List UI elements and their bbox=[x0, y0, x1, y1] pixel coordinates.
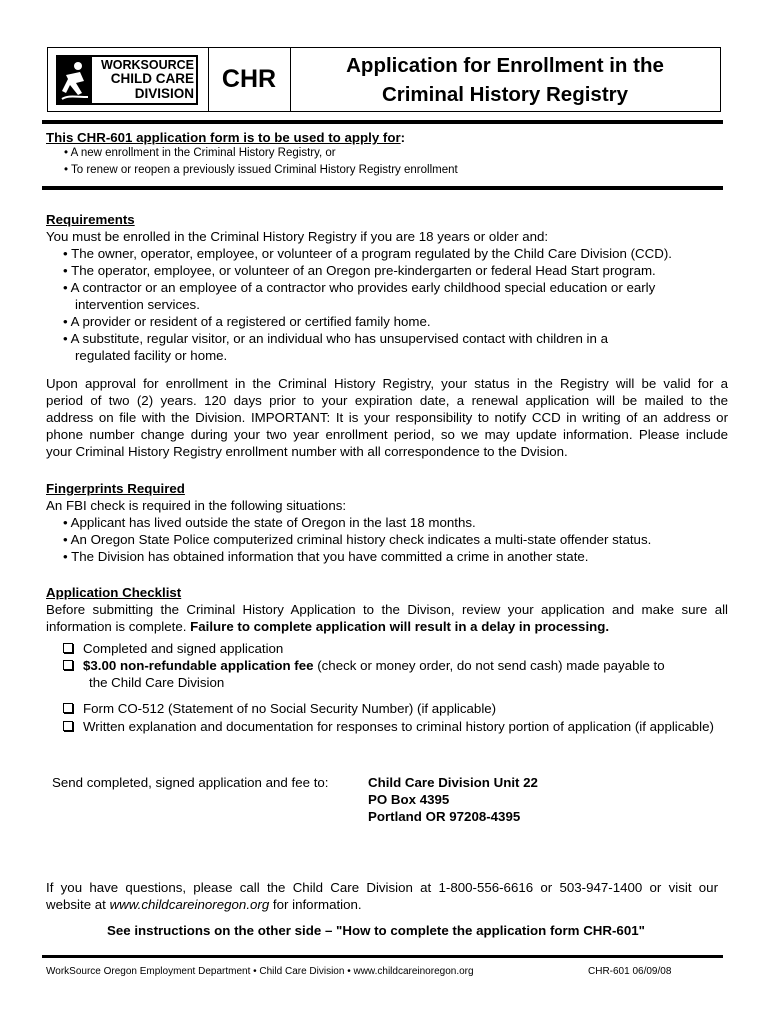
requirements-heading: Requirements bbox=[46, 212, 135, 227]
fee-text: $3.00 non-refundable application fee bbox=[83, 658, 314, 673]
checkbox-icon[interactable] bbox=[63, 721, 73, 731]
requirement-item: • The owner, operator, employee, or volunteer of a program regulated by the Child Care Division (CCD). bbox=[63, 246, 672, 261]
requirement-continuation: regulated facility or home. bbox=[75, 348, 228, 363]
registry-paragraph-line: your Criminal History Registry enrollment number with all correspondence to the Dvision. bbox=[46, 444, 568, 459]
purpose-item: • To renew or reopen a previously issued Criminal History Registry enrollment bbox=[64, 164, 458, 176]
page-title bbox=[290, 48, 720, 111]
mailing-address-line: PO Box 4395 bbox=[368, 792, 450, 807]
running-child-icon bbox=[58, 57, 92, 103]
footer-divider bbox=[42, 955, 723, 958]
registry-paragraph-line: phone number change during your two year enrollment period, so we may update information. Please include bbox=[46, 427, 728, 442]
fingerprint-text: The Division has obtained information that you have committed a crime in another state. bbox=[71, 549, 589, 564]
purpose-item-text: To renew or reopen a previously issued Criminal History Registry enrollment bbox=[71, 164, 458, 176]
questions-line bbox=[46, 896, 362, 913]
logo-line-2: CHILD CARE bbox=[110, 71, 194, 86]
footer-left: WorkSource Oregon Employment Department • Child Care Division • www.childcareinoregon.org bbox=[46, 966, 474, 977]
fee-details: (check or money order, do not send cash) made payable to bbox=[313, 658, 665, 673]
worksource-logo bbox=[56, 55, 198, 105]
title-line-2: Criminal History Registry bbox=[381, 82, 629, 106]
requirement-item: • A contractor or an employee of a contractor who provides early childhood special education or early bbox=[63, 280, 656, 295]
divider bbox=[42, 120, 723, 124]
logo-line-1: WORKSOURCE bbox=[100, 58, 194, 72]
registry-paragraph-line: address on file with the Division. IMPORTANT: It is your responsibility to notify CCD in writing of an address or bbox=[46, 410, 728, 425]
requirement-text: A provider or resident of a registered or certified family home. bbox=[70, 314, 431, 329]
requirement-item: • A provider or resident of a registered or certified family home. bbox=[63, 314, 431, 329]
purpose-heading bbox=[46, 129, 405, 146]
checklist-item-text: Completed and signed application bbox=[83, 641, 284, 656]
requirement-text: A substitute, regular visitor, or an individual who has unsupervised contact with children in a bbox=[70, 331, 608, 346]
form-header bbox=[47, 47, 721, 112]
divider bbox=[42, 186, 723, 190]
footer-form-number: CHR-601 06/09/08 bbox=[588, 966, 672, 977]
website-suffix: for information. bbox=[269, 897, 362, 912]
checklist-item bbox=[63, 718, 714, 735]
fingerprint-item: • The Division has obtained information that you have committed a crime in another state. bbox=[63, 549, 589, 564]
checklist-item bbox=[63, 640, 283, 657]
questions-line: If you have questions, please call the Child Care Division at 1-800-556-6616 or 503-947-1400 or visit our bbox=[46, 880, 718, 895]
mailing-address-line: Portland OR 97208-4395 bbox=[368, 809, 521, 824]
logo-line-3: DIVISION bbox=[134, 86, 194, 101]
fingerprint-item: • Applicant has lived outside the state of Oregon in the last 18 months. bbox=[63, 515, 476, 530]
checkbox-icon[interactable] bbox=[63, 643, 73, 653]
website-link[interactable]: www.childcareinoregon.org bbox=[109, 897, 270, 912]
requirements-intro: You must be enrolled in the Criminal History Registry if you are 18 years or older and: bbox=[46, 229, 549, 244]
checklist-intro-plain: information is complete. bbox=[46, 619, 191, 634]
checklist-item-text: Form CO-512 (Statement of no Social Security Number) (if applicable) bbox=[83, 701, 497, 716]
checklist-continuation: the Child Care Division bbox=[89, 675, 225, 690]
checklist-warning: Failure to complete application will result in a delay in processing. bbox=[190, 619, 610, 634]
title-line-1: Application for Enrollment in the bbox=[346, 53, 664, 77]
fingerprint-item: • An Oregon State Police computerized criminal history check indicates a multi-state offender status. bbox=[63, 532, 652, 547]
logo-cell bbox=[48, 48, 209, 111]
requirement-continuation: intervention services. bbox=[75, 297, 200, 312]
checklist-item bbox=[63, 700, 496, 717]
instructions-note: See instructions on the other side – "How to complete the application form CHR-601" bbox=[107, 923, 645, 938]
checklist-item-text: Written explanation and documentation for responses to criminal history portion of application (if applicable) bbox=[83, 719, 714, 734]
mailing-address-line: Child Care Division Unit 22 bbox=[368, 775, 538, 790]
checklist-intro-line bbox=[46, 618, 609, 635]
purpose-heading-text: This CHR-601 application form is to be used to apply for bbox=[46, 130, 401, 145]
mailing-label: Send completed, signed application and fee to: bbox=[52, 775, 329, 790]
fingerprint-text: Applicant has lived outside the state of Oregon in the last 18 months. bbox=[70, 515, 476, 530]
requirement-text: A contractor or an employee of a contractor who provides early childhood special education or early bbox=[70, 280, 656, 295]
requirement-text: The operator, employee, or volunteer of an Oregon pre-kindergarten or federal Head Start program. bbox=[71, 263, 656, 278]
purpose-item-text: A new enrollment in the Criminal History Registry, or bbox=[70, 147, 336, 159]
registry-paragraph-line: period of two (2) years. 120 days prior to your expiration date, a renewal application will be mailed to the bbox=[46, 393, 728, 408]
registry-paragraph-line: Upon approval for enrollment in the Criminal History Registry, your status in the Registry will be valid for a bbox=[46, 376, 728, 391]
checklist-intro-line: Before submitting the Criminal History Application to the Divison, review your application and make sure all bbox=[46, 602, 728, 617]
requirement-item: • A substitute, regular visitor, or an individual who has unsupervised contact with children in a bbox=[63, 331, 608, 346]
checklist-heading: Application Checklist bbox=[46, 585, 182, 600]
fingerprints-heading: Fingerprints Required bbox=[46, 481, 185, 496]
requirement-text: The owner, operator, employee, or volunteer of a program regulated by the Child Care Division (CCD). bbox=[71, 246, 672, 261]
checklist-item bbox=[63, 657, 665, 674]
purpose-item: • A new enrollment in the Criminal History Registry, or bbox=[64, 147, 336, 159]
fingerprints-intro: An FBI check is required in the following situations: bbox=[46, 498, 347, 513]
fingerprint-text: An Oregon State Police computerized criminal history check indicates a multi-state offender status. bbox=[70, 532, 652, 547]
form-code: CHR bbox=[208, 48, 291, 111]
website-prefix: website at bbox=[46, 897, 110, 912]
checkbox-icon[interactable] bbox=[63, 660, 73, 670]
requirement-item: • The operator, employee, or volunteer of an Oregon pre-kindergarten or federal Head Start program. bbox=[63, 263, 656, 278]
checkbox-icon[interactable] bbox=[63, 703, 73, 713]
purpose-heading-colon: : bbox=[400, 130, 406, 145]
